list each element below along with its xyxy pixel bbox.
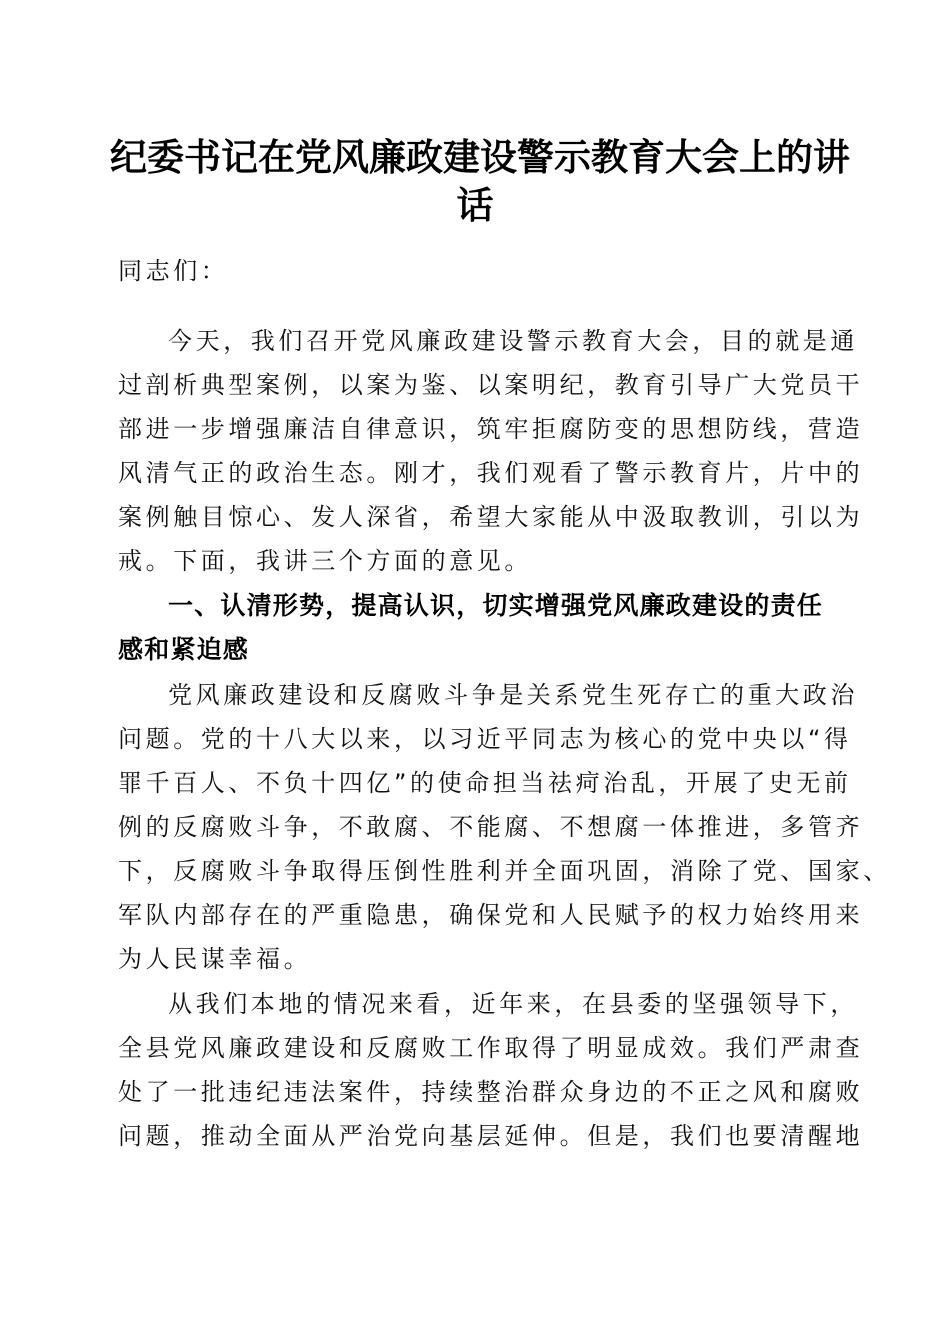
section-heading-1: 感和紧迫感 — [118, 635, 250, 664]
paragraph-2-line: 问题。党的十八大以来，以习近平同志为核心的党中央以“得 — [118, 725, 852, 753]
paragraph-3-line: 从我们本地的情况来看，近年来，在县委的坚强领导下， — [168, 990, 858, 1018]
paragraph-1-line: 今天，我们召开党风廉政建设警示教育大会，目的就是通 — [168, 327, 858, 355]
paragraph-2-line: 党风廉政建设和反腐败斗争是关系党生死存亡的重大政治 — [168, 681, 858, 709]
paragraph-3-line: 处了一批违纪违法案件，持续整治群众身边的不正之风和腐败 — [118, 1078, 864, 1106]
paragraph-2-line: 罪千百人、不负十四亿”的使命担当祛疴治乱，开展了史无前 — [118, 769, 852, 797]
paragraph-1-line: 风清气正的政治生态。刚才，我们观看了警示教育片，片中的 — [118, 459, 864, 487]
paragraph-2-line: 军队内部存在的严重隐患，确保党和人民赋予的权力始终用来 — [118, 901, 864, 929]
paragraph-2-line: 例的反腐败斗争，不敢腐、不能腐、不想腐一体推进，多管齐 — [118, 813, 864, 841]
paragraph-1-line: 过剖析典型案例，以案为鉴、以案明纪，教育引导广大党员干 — [118, 371, 864, 399]
paragraph-1-line: 部进一步增强廉洁自律意识，筑牢拒腐防变的思想防线，营造 — [118, 415, 864, 443]
document-title-line-2: 话 — [456, 183, 494, 227]
paragraph-3-line: 全县党风廉政建设和反腐败工作取得了明显成效。我们严肃查 — [118, 1034, 864, 1062]
paragraph-1-line: 案例触目惊心、发人深省，希望大家能从中汲取教训，引以为 — [118, 503, 864, 531]
document-title-line-1: 纪委书记在党风廉政建设警示教育大会上的讲 — [110, 135, 850, 179]
salutation: 同志们： — [118, 257, 229, 285]
section-heading-1: 一、认清形势，提高认识，切实增强党风廉政建设的责任 — [168, 591, 824, 620]
paragraph-1-line: 戒。下面，我讲三个方面的意见。 — [118, 547, 532, 575]
paragraph-2-line: 下，反腐败斗争取得压倒性胜利并全面巩固，消除了党、国家、 — [118, 857, 891, 885]
paragraph-2-line: 为人民谋幸福。 — [118, 945, 312, 973]
paragraph-3-line: 问题，推动全面从严治党向基层延伸。但是，我们也要清醒地 — [118, 1122, 864, 1150]
